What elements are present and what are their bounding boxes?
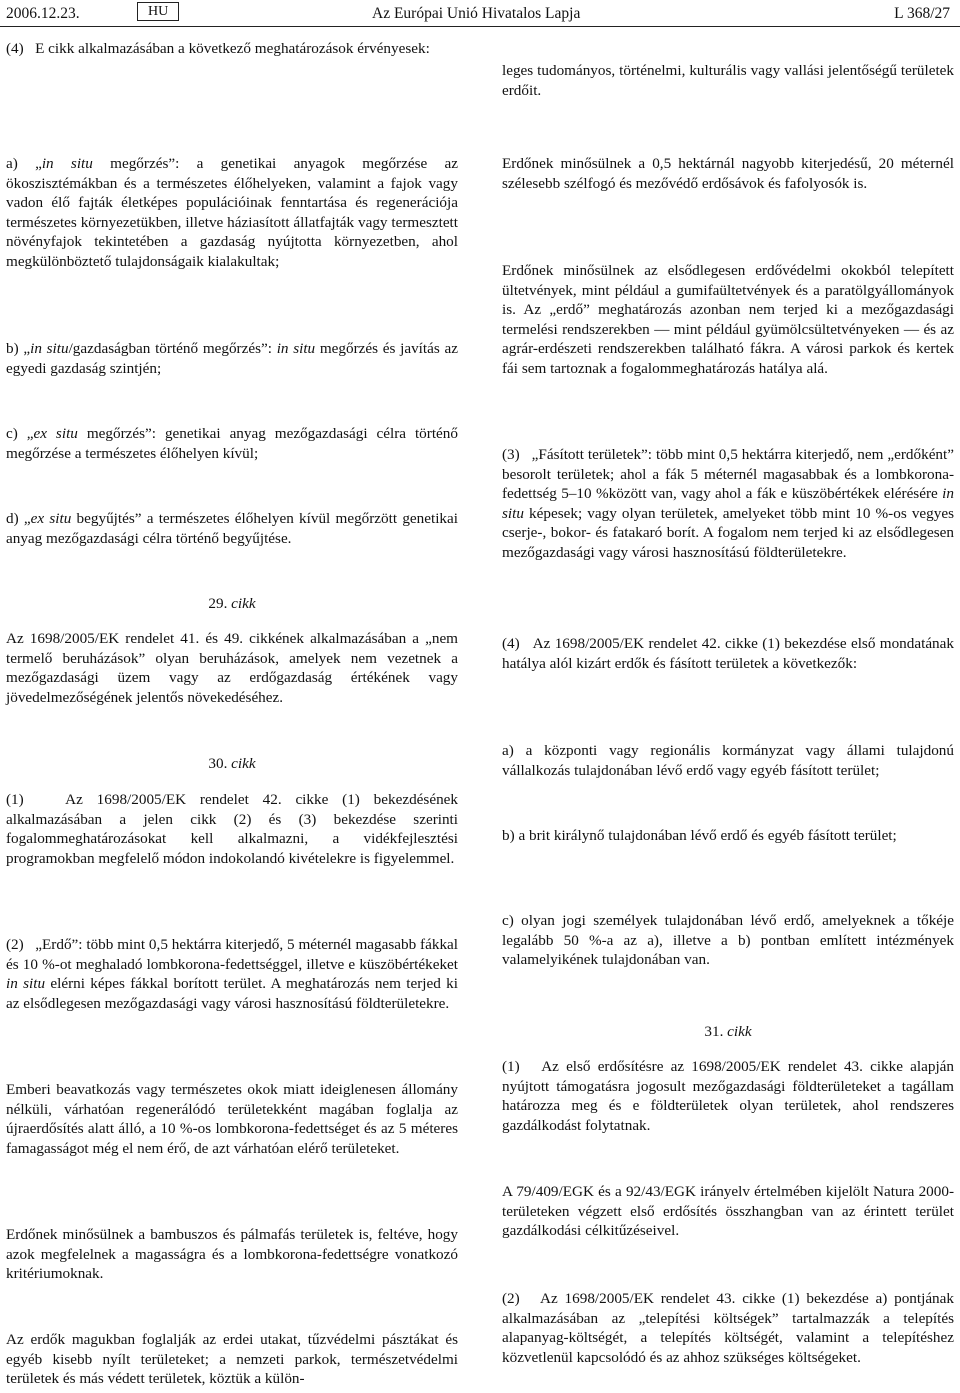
paragraph: Emberi beavatkozás vagy természetes okok miatt ideiglenesen állomány nélküli, várhatóan regenerálódó területekként magában foglalja az újraerdősítés alatt álló, a 10 %-os lombkorona-fedettséget és az 5 méteres famagasságot még el nem érő, de azt várhatóan elérő területeket.: [6, 1081, 458, 1157]
journal-title: Az Európai Unió Hivatalos Lapja: [372, 5, 581, 22]
paragraph: (1) Az első erdősítésre az 1698/2005/EK rendelet 43. cikke alapján nyújtott támogatásra jogosult mezőgazdasági földterületeket a tagállam határozza meg és e földterületek olyan területek, ahol rendszeres gazdálkodást folytatnak.: [502, 1058, 954, 1134]
definition-c: c) „ex situ megőrzés”: genetikai anyag mezőgazdasági célra történő megőrzése a természetes élőhelyen kívül;: [6, 425, 458, 462]
paragraph: Erdőnek minősülnek a 0,5 hektárnál nagyobb kiterjedésű, 20 méternél szélesebb szélfogó és mezővédő erdősávok és fafolyosók is.: [502, 155, 954, 192]
paragraph: (1) Az 1698/2005/EK rendelet 42. cikke (1) bekezdésének alkalmazásában a jelen cikk (2) és (3) bekezdése szerinti fogalommeghatározásokat kell alkalmazni, a vidékfejlesztési programokban megfelelő módon indokolandó kivételekre is figyelemmel.: [6, 791, 458, 867]
paragraph: Az erdők magukban foglalják az erdei utakat, tűzvédelmi pásztákat és egyéb kisebb nyílt területeket; a nemzeti parkok, természetvédelmi területek és más védett területek, köztük a külön-: [6, 1331, 458, 1388]
definition-b: b) „in situ/gazdaságban történő megőrzés”: in situ megőrzés és javítás az egyedi gazdaság szintjén;: [6, 340, 458, 377]
article-heading-31: 31. cikk: [704, 1023, 752, 1040]
page-header: [0, 0, 960, 27]
paragraph: Erdőnek minősülnek a bambuszos és pálmafás területek is, feltéve, hogy azok megfelelnek a magasságra és a lombkorona-fedettségre vonatkozó kritériumoknak.: [6, 1226, 458, 1283]
list-item-c: c) olyan jogi személyek tulajdonában lévő erdő, amelyeknek a tőkéje legalább 50 %-a az a), illetve a b) pontban említett intézmények valamelyikének tulajdonában van.: [502, 912, 954, 969]
definition-d: d) „ex situ begyűjtés” a természetes élőhelyen kívül megőrzött genetikai anyag mezőgazdasági célra történő begyűjtése.: [6, 510, 458, 547]
page-number: L 368/27: [894, 5, 950, 22]
paragraph: (2) „Erdő”: több mint 0,5 hektárra kiterjedő, 5 méternél magasabb fákkal és 10 %-ot meghaladó lombkorona-fedettséggel, illetve e küszöbértékeket in situ elérni képes fákkal borított terület. A meghatározás nem terjed ki az elsődlegesen mezőgazdasági vagy városi hasznosítású földterületekre.: [6, 936, 458, 1012]
paragraph: Erdőnek minősülnek az elsődlegesen erdővédelmi okokból telepített ültetvények, mint például a gumifaültetvények és a paratölgyállományok is. Az „erdő” meghatározás azonban nem terjed ki a mezőgazdasági termelési rendszerekben — mint például gyümölcsültetvényeken — és az agrár-erdészeti rendszerekben található fákra. A városi parkok és kertek fái sem tartoznak a fogalommeghatározás hatálya alá.: [502, 262, 954, 377]
paragraph: A 79/409/EGK és a 92/43/EGK irányelv értelmében kijelölt Natura 2000-területeken végzett első erdősítés összhangban van az érintett terület gazdálkodási célkitűzéseivel.: [502, 1183, 954, 1240]
paragraph: (2) Az 1698/2005/EK rendelet 43. cikke (1) bekezdése a) pontjának alkalmazásában az „telepítési költségek” tartalmazzák a telepítés alapanyag-költségét, a telepítés költségét, valamint a telepítéshez közvetlenül kapcsolódó és az ahhoz szükséges költségeket.: [502, 1290, 954, 1366]
paragraph: Az 1698/2005/EK rendelet 41. és 49. cikkének alkalmazásában a „nem termelő beruházások” olyan beruházások, amelyek nem vezetnek a mezőgazdasági üzem vagy az erdőgazdaság értékének vagy jövedelmezőségének jelentős növekedéséhez.: [6, 630, 458, 706]
publication-date: 2006.12.23.: [6, 5, 80, 22]
definition-a: a) „in situ megőrzés”: a genetikai anyagok megőrzése az ökoszisztémákban és a természetes élőhelyeken, valamint a fajok vagy vadon élő fajták életképes populációinak fenntartása és regenerációja természetes környezetükben, illetve háziasított állatfajták vagy termesztett növényfajok tekintetében a gazdaság nyújtotta környezetben, ahol megkülönböztető tulajdonságaik kialakultak;: [6, 155, 458, 270]
list-item-a: a) a központi vagy regionális kormányzat vagy állami tulajdonú vállalkozás tulajdonában lévő erdő vagy egyéb fásított terület;: [502, 742, 954, 779]
list-item-b: b) a brit királynő tulajdonában lévő erdő és egyéb fásított terület;: [502, 827, 897, 844]
paragraph: leges tudományos, történelmi, kulturális vagy vallási jelentőségű területek erdőit.: [502, 62, 954, 99]
paragraph: (4) Az 1698/2005/EK rendelet 42. cikke (1) bekezdése első mondatának hatálya alól kizárt erdők és fásított területek a következők:: [502, 635, 954, 672]
article-heading-29: 29. cikk: [208, 595, 256, 612]
paragraph: (4) E cikk alkalmazásában a következő meghatározások érvényesek:: [6, 40, 430, 57]
paragraph: (3) „Fásított területek”: több mint 0,5 hektárra kiterjedő, nem „erdőként” besorolt területek; ahol a fák 5 méternél magasabbak és a lombkorona-fedettség 5–10 %között van, vagy ahol a fák e küszöbértékek elérésére in situ képesek; vagy olyan területek, amelyeket több mint 10 %-os vegyes cserje-, bokor- és fatakaró borít. A fogalom nem terjed ki az elsődlegesen mezőgazdasági vagy városi hasznosítású földterületekre.: [502, 446, 954, 561]
article-heading-30: 30. cikk: [208, 755, 256, 772]
language-code: HU: [137, 2, 179, 21]
